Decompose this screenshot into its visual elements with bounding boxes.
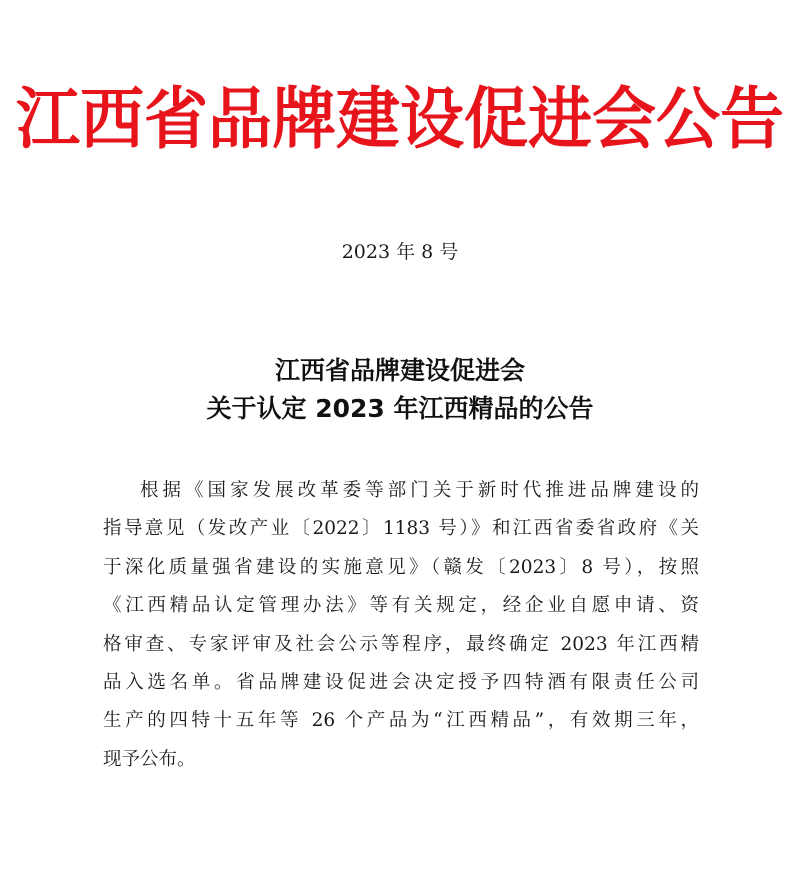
body-line: 于深化质量强省建设的实施意见》（赣发〔2023〕8 号），按照 <box>103 556 699 578</box>
body-line: 现予公布。 <box>103 748 196 770</box>
document-number: 2023 年 8 号 <box>341 241 459 263</box>
body-line: 根据《国家发展改革委等部门关于新时代推进品牌建设的 <box>140 480 699 501</box>
body-line: 指导意见（发改产业〔2022〕1183 号）》和江西省委省政府《关 <box>103 518 699 540</box>
masthead-title: 江西省品牌建设促进会公告 <box>16 80 784 159</box>
title-line-1: 江西省品牌建设促进会 <box>274 356 525 385</box>
announcement-title <box>0 352 800 428</box>
body-line: 《江西精品认定管理办法》等有关规定，经企业自愿申请、资 <box>103 595 699 617</box>
announcement-body <box>103 472 699 779</box>
body-line: 生产的四特十五年等 26 个产品为“江西精品”，有效期三年， <box>103 710 699 732</box>
body-line: 品入选名单。省品牌建设促进会决定授予四特酒有限责任公司 <box>103 671 699 693</box>
title-line-2: 关于认定 2023 年江西精品的公告 <box>206 394 594 423</box>
body-line: 格审查、专家评审及社会公示等程序，最终确定 2023 年江西精 <box>103 633 699 655</box>
